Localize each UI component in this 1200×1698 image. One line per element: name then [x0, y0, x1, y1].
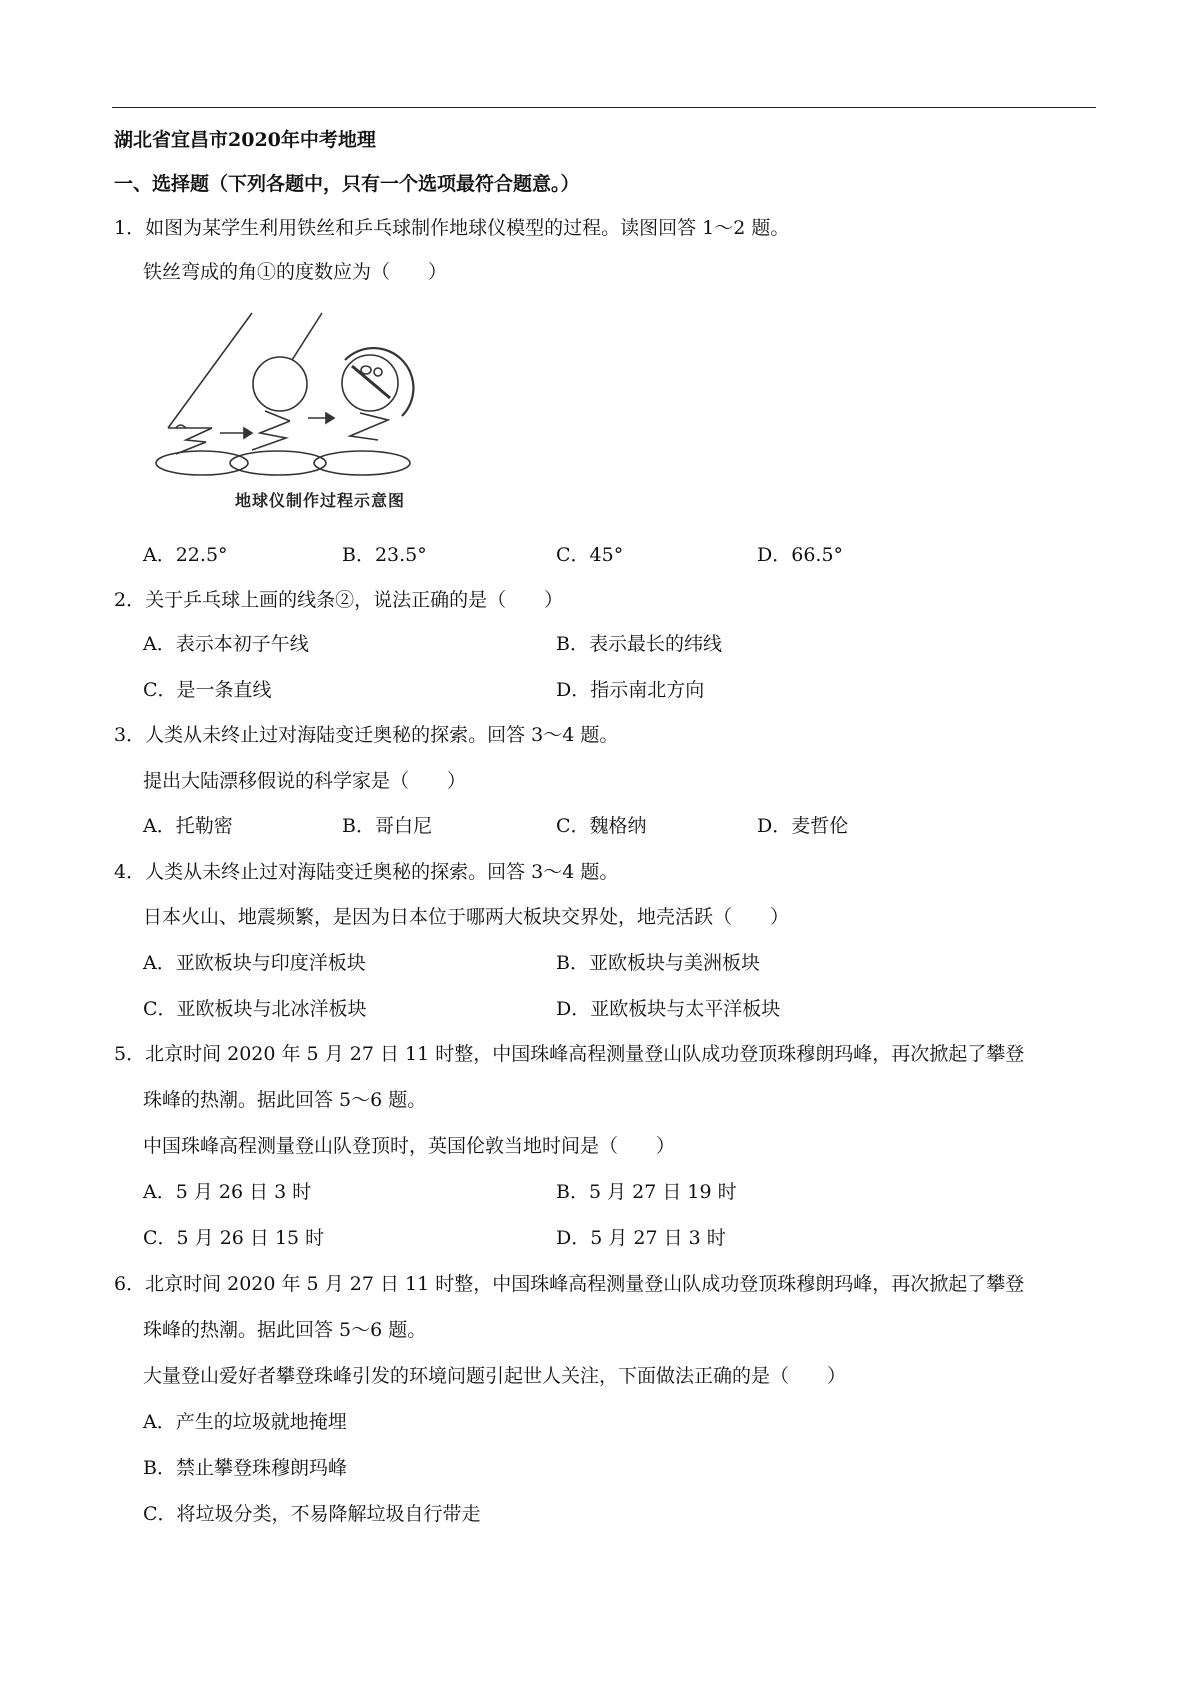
ball-step2 — [253, 357, 307, 411]
q4-option-d[interactable]: D．亚欧板块与太平洋板块 — [556, 998, 781, 1020]
question-6-prompt: 大量登山爱好者攀登珠峰引发的环境问题引起世人关注，下面做法正确的是（ ） — [143, 1365, 847, 1387]
globe-making-figure — [140, 308, 440, 518]
question-4-prompt: 日本火山、地震频繁，是因为日本位于哪两大板块交界处，地壳活跃（ ） — [143, 906, 790, 928]
question-6-stem: 6．北京时间 2020 年 5 月 27 日 11 时整，中国珠峰高程测量登山队成功登顶珠穆朗玛峰，再次掀起了攀登 — [114, 1273, 1025, 1295]
base-step3 — [314, 451, 410, 475]
q5-option-c[interactable]: C．5 月 26 日 15 时 — [143, 1227, 325, 1249]
q2-option-c[interactable]: C．是一条直线 — [143, 679, 272, 701]
q1-option-a[interactable]: A．22.5° — [143, 544, 228, 566]
figure-caption: 地球仪制作过程示意图 — [235, 491, 406, 510]
q6-option-a[interactable]: A．产生的垃圾就地掩埋 — [143, 1411, 347, 1433]
q4-option-a[interactable]: A．亚欧板块与印度洋板块 — [143, 952, 366, 974]
question-6-stem-cont: 珠峰的热潮。据此回答 5～6 题。 — [143, 1319, 427, 1341]
q3-option-b[interactable]: B．哥白尼 — [342, 815, 432, 837]
q3-option-c[interactable]: C．魏格纳 — [556, 815, 647, 837]
question-3-stem: 3．人类从未终止过对海陆变迁奥秘的探索。回答 3～4 题。 — [114, 724, 619, 746]
question-3-prompt: 提出大陆漂移假说的科学家是（ ） — [143, 770, 467, 792]
q2-option-d[interactable]: D．指示南北方向 — [556, 679, 705, 701]
question-4-stem: 4．人类从未终止过对海陆变迁奥秘的探索。回答 3～4 题。 — [114, 861, 619, 883]
q5-option-d[interactable]: D．5 月 27 日 3 时 — [556, 1227, 726, 1249]
question-5-stem-cont: 珠峰的热潮。据此回答 5～6 题。 — [143, 1089, 427, 1111]
base-step1 — [156, 451, 248, 475]
header-rule — [112, 107, 1096, 108]
q4-option-b[interactable]: B．亚欧板块与美洲板块 — [556, 952, 760, 974]
q1-option-c[interactable]: C．45° — [556, 544, 624, 566]
q3-option-a[interactable]: A．托勒密 — [143, 815, 233, 837]
q2-option-a[interactable]: A．表示本初子午线 — [143, 633, 309, 655]
wire-step1 — [168, 313, 252, 428]
q2-option-b[interactable]: B．表示最长的纬线 — [556, 633, 722, 655]
q5-option-a[interactable]: A．5 月 26 日 3 时 — [143, 1181, 312, 1203]
question-5-stem: 5．北京时间 2020 年 5 月 27 日 11 时整，中国珠峰高程测量登山队成功登顶珠穆朗玛峰，再次掀起了攀登 — [114, 1043, 1025, 1065]
q5-option-b[interactable]: B．5 月 27 日 19 时 — [556, 1181, 737, 1203]
section-heading: 一、选择题（下列各题中，只有一个选项最符合题意。） — [114, 173, 580, 195]
q6-option-c[interactable]: C．将垃圾分类，不易降解垃圾自行带走 — [143, 1503, 481, 1525]
q1-option-d[interactable]: D．66.5° — [757, 544, 844, 566]
globe-making-diagram — [140, 308, 440, 518]
q4-option-c[interactable]: C．亚欧板块与北冰洋板块 — [143, 998, 367, 1020]
q3-option-d[interactable]: D．麦哲伦 — [757, 815, 849, 837]
q6-option-b[interactable]: B．禁止攀登珠穆朗玛峰 — [143, 1457, 347, 1479]
question-5-prompt: 中国珠峰高程测量登山队登顶时，英国伦敦当地时间是（ ） — [143, 1135, 676, 1157]
question-1-stem: 1．如图为某学生利用铁丝和乒乓球制作地球仪模型的过程。读图回答 1～2 题。 — [114, 217, 790, 239]
question-1-prompt: 铁丝弯成的角①的度数应为（ ） — [143, 261, 448, 283]
document-title: 湖北省宜昌市2020年中考地理 — [114, 129, 376, 151]
q1-option-b[interactable]: B．23.5° — [342, 544, 427, 566]
question-2-stem: 2．关于乒乓球上画的线条②，说法正确的是（ ） — [114, 589, 564, 611]
base-step2 — [230, 451, 326, 475]
